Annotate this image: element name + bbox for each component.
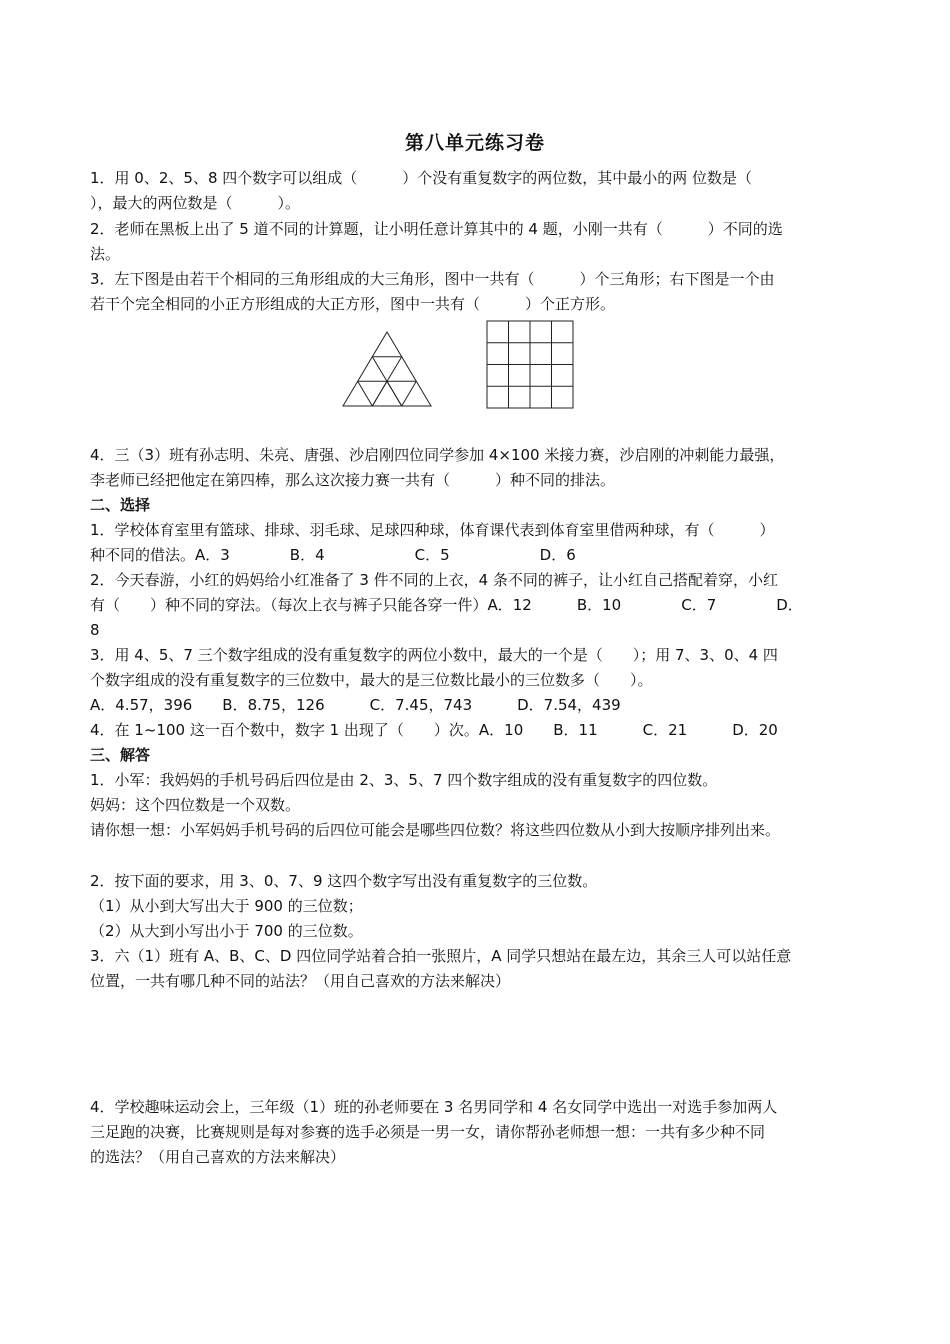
section-3-heading: 三、解答 bbox=[90, 746, 151, 764]
q1-4-line-a: 4．三（3）班有孙志明、朱亮、唐强、沙启刚四位同学参加 4×100 米接力赛，沙启刚的冲刺能力最强， bbox=[90, 446, 785, 464]
q3-1-line-a: 1．小军：我妈妈的手机号码后四位是由 2、3、5、7 四个数字组成的没有重复数字的四位数。 bbox=[90, 771, 718, 789]
q3-4-line-a: 4．学校趣味运动会上，三年级（1）班的孙老师要在 3 名男同学和 4 名女同学中选出一对选手参加两人 bbox=[90, 1098, 778, 1116]
section-2-heading: 二、选择 bbox=[90, 496, 151, 514]
q1-2-line-b: 法。 bbox=[90, 245, 121, 263]
q2-2-line-a: 2．今天春游，小红的妈妈给小红准备了 3 件不同的上衣，4 条不同的裤子，让小红自己搭配着穿，小红 bbox=[90, 571, 778, 589]
q2-1-line-b: 种不同的借法。A．3 B．4 C．5 D．6 bbox=[90, 546, 576, 564]
q3-2-line-a: 2．按下面的要求，用 3、0、7、9 这四个数字写出没有重复数字的三位数。 bbox=[90, 872, 598, 890]
q3-4-line-b: 三足跑的决赛，比赛规则是每对参赛的选手必须是一男一女，请你帮孙老师想一想：一共有多少种不同 bbox=[90, 1123, 766, 1141]
q3-1-line-b: 妈妈：这个四位数是一个双数。 bbox=[90, 796, 301, 814]
q3-4-line-c: 的选法？（用自己喜欢的方法来解决） bbox=[90, 1148, 346, 1166]
q1-3-line-a: 3．左下图是由若干个相同的三角形组成的大三角形，图中一共有（ ）个三角形；右下图是一个由 bbox=[90, 270, 775, 288]
q1-2-line-a: 2．老师在黑板上出了 5 道不同的计算题，让小明任意计算其中的 4 题，小刚一共有（ ）不同的选 bbox=[90, 220, 783, 238]
q3-3-line-a: 3．六（1）班有 A、B、C、D 四位同学站着合拍一张照片，A 同学只想站在最左边，其余三人可以站任意 bbox=[90, 947, 792, 965]
q2-4-line: 4．在 1~100 这一百个数中，数字 1 出现了（ ）次。A．10 B．11 C．21 D．20 bbox=[90, 721, 778, 739]
page-title: 第八单元练习卷 bbox=[404, 132, 545, 154]
q3-2-line-b: （1）从小到大写出大于 900 的三位数； bbox=[90, 897, 363, 915]
q1-3-line-b: 若干个完全相同的小正方形组成的大正方形，图中一共有（ ）个正方形。 bbox=[90, 295, 616, 313]
q2-3-line-b: 个数字组成的没有重复数字的三位数中，最大的是三位数比最小的三位数多（ ）。 bbox=[90, 671, 653, 689]
square-grid-figure bbox=[486, 320, 576, 410]
q2-1-line-a: 1．学校体育室里有篮球、排球、羽毛球、足球四种球，体育课代表到体育室里借两种球，有（ ） bbox=[90, 521, 775, 539]
q2-2-line-c: 8 bbox=[90, 621, 100, 639]
q1-1-line-b: ），最大的两位数是（ ）。 bbox=[90, 194, 301, 212]
q3-1-line-c: 请你想一想：小军妈妈手机号码的后四位可能会是哪些四位数？将这些四位数从小到大按顺序排列出来。 bbox=[90, 821, 781, 839]
q3-3-line-b: 位置，一共有哪几种不同的站法？（用自己喜欢的方法来解决） bbox=[90, 972, 511, 990]
q1-1-line-a: 1．用 0、2、5、8 四个数字可以组成（ ）个没有重复数字的两位数，其中最小的两 位数是（ bbox=[90, 169, 753, 187]
q1-4-line-b: 李老师已经把他定在第四棒，那么这次接力赛一共有（ ）种不同的排法。 bbox=[90, 471, 616, 489]
triangle-figure bbox=[341, 330, 433, 408]
q2-3-options: A．4.57，396 B．8.75，126 C．7.45，743 D．7.54，439 bbox=[90, 696, 621, 714]
q3-2-line-c: （2）从大到小写出小于 700 的三位数。 bbox=[90, 922, 363, 940]
q2-3-line-a: 3．用 4、5、7 三个数字组成的没有重复数字的两位小数中，最大的一个是（ ）；用 7、3、0、4 四 bbox=[90, 646, 778, 664]
q2-2-line-b: 有（ ）种不同的穿法。（每次上衣与裤子只能各穿一件）A．12 B．10 C．7 D． bbox=[90, 596, 803, 614]
